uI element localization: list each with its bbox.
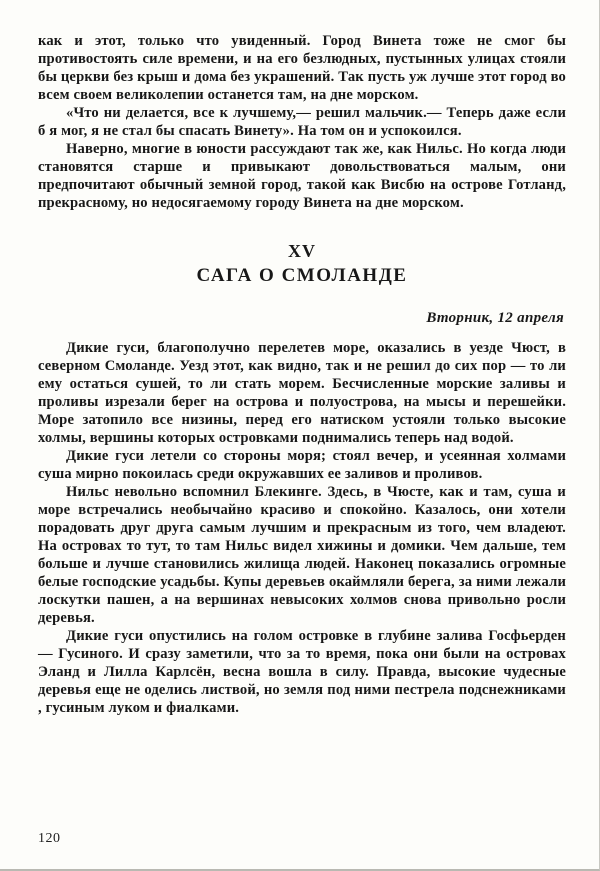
chapter-title: САГА О СМОЛАНДЕ <box>196 265 408 286</box>
paragraph: Наверно, многие в юности рассуждают так же, как Нильс. Но когда люди становятся старше и привыкают довольствоваться малым, они предпочитают обычный земной город, такой как Висбю на острове Готланд, прекрасному, но недосягаемому городу Винета на дне морском. <box>38 141 566 211</box>
paragraph: Нильс невольно вспомнил Блекинге. Здесь, в Чюсте, как и там, суша и море встречались необычайно красиво и спокойно. Казалось, они хотели порадовать друг друга самым лучшим и прекрасным из того, чем владеют. На островах то тут, то там Нильс видел хижины и домики. Чем дальше, тем больше и лучше становились жилища людей. Наконец показались огромные белые господские усадьбы. Купы деревьев окаймляли берега, за ними лежали лоскутки пашен, а на вершинах невысоких холмов снова привольно росли деревья. <box>38 484 566 626</box>
paragraph: Дикие гуси, благополучно перелетев море, оказались в уезде Чюст, в северном Смоланде. Уезд этот, как видно, так и не решил до сих пор — то ли ему остаться сушей, то ли стать морем. Бесчисленные морские заливы и проливы изрезали берег на острова и полуострова, на мысы и перешейки. Море затопило все низины, перед его натиском устояли только высокие холмы, вершины которых островками поднимались теперь над водой. <box>38 340 566 446</box>
chapter-dateline: Вторник, 12 апреля <box>426 310 564 326</box>
paragraph: Дикие гуси опустились на голом островке в глубине залива Госфьерден — Гусиного. И сразу заметили, что за то время, пока они были на островах Эланд и Лилла Карлсён, весна вошла в силу. Правда, высокие чудесные деревья еще не оделись листвой, но земля под ними пестрела подснежниками , гусиным луком и фиалками. <box>38 628 566 716</box>
paragraph: «Что ни делается, все к лучшему,— решил мальчик.— Теперь даже если б я мог, я не стал бы спасать Винету». На том он и успокоился. <box>38 105 566 139</box>
paragraph: Дикие гуси летели со стороны моря; стоял вечер, и усеянная холмами суша мирно покоилась среди окружавших ее заливов и проливов. <box>38 448 566 482</box>
page-number: 120 <box>38 831 61 846</box>
page-text-block <box>38 32 566 717</box>
paragraph-continuation: как и этот, только что увиденный. Город Винета тоже не смог бы противостоять силе времени, и на его безлюдных, пустынных улицах стояли бы церкви без крыш и дома без украшений. Так пусть уж лучше этот город во всем своем великолепии останется там, на дне морском. <box>38 33 566 103</box>
chapter-heading <box>38 242 566 285</box>
chapter-number: XV <box>288 241 316 261</box>
